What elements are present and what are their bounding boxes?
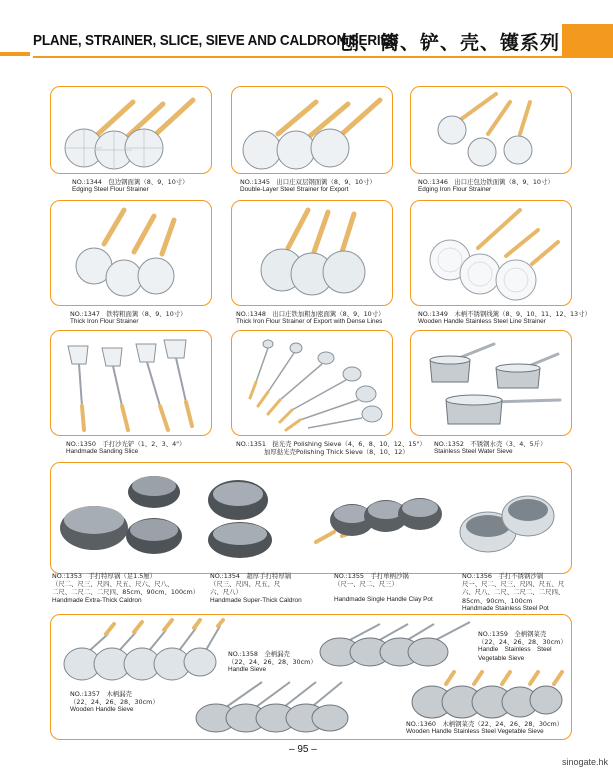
product-name: Edging Iron Flour Strainer <box>418 186 492 194</box>
water-sieve-image-1352 <box>424 338 564 434</box>
product-code: NO.:1359 全柄钢菜壳 <box>478 630 547 638</box>
super-thick-caldron-image-1354 <box>200 472 280 560</box>
caption-1349 <box>418 310 591 326</box>
product-sizes: 85cm、90cm、100cm <box>462 596 533 605</box>
product-sizes: （22、24、26、28、30cm） <box>478 638 567 647</box>
product-name: Wooden Handle Sieve <box>70 706 134 714</box>
product-name: Handle Stainless Steel <box>478 646 552 654</box>
caption-1346 <box>418 178 554 194</box>
caption-1352 <box>434 440 547 456</box>
caption-1356 <box>462 572 564 613</box>
product-code: NO.:1344 包边钢面篱（8、9、10寸） <box>72 178 189 186</box>
product-name: Wooden Handle Stainless Steel Vegetable Sieve <box>406 728 544 736</box>
header-accent-block <box>562 24 613 58</box>
caption-1353 <box>52 572 199 605</box>
product-sizes: （22、24、26、28、30cm） <box>228 658 317 667</box>
caption-1347 <box>70 310 187 326</box>
product-code: NO.:1347 铁特粗面篱（8、9、10寸） <box>70 310 187 318</box>
line-strainer-image-1349 <box>420 204 565 304</box>
caption-1350 <box>66 440 186 456</box>
product-sizes: （尺一、尺二、尺三） <box>334 580 398 589</box>
product-code: NO.:1360 木柄钢菜壳（22、24、26、28、30cm） <box>406 720 564 728</box>
product-name: Vegetable Sieve <box>478 654 525 662</box>
product-name: Thick Iron Flour Strainer <box>70 318 139 326</box>
header-accent-bar <box>0 52 30 56</box>
handle-sieve-image-1358 <box>192 676 352 736</box>
product-sizes: 六、尺八） <box>210 588 242 597</box>
caption-1348 <box>236 310 385 326</box>
extra-thick-caldron-image-1353 <box>58 468 188 564</box>
product-code: NO.:1355 手打单柄沙锅 <box>334 572 409 580</box>
edging-iron-strainer-image-1346 <box>430 90 550 174</box>
wooden-handle-vegetable-sieve-image-1360 <box>410 666 568 722</box>
page-title-chinese: 刨、篱、铲、壳、镬系列 <box>340 32 561 54</box>
single-handle-clay-pot-image-1355 <box>312 484 444 554</box>
product-name: Double-Layer Steel Strainer for Export <box>240 186 349 194</box>
caption-1357 <box>70 690 159 715</box>
product-code: NO.:1351 挞光壳 Polishing Sieve（4、6、8、10、12、15"） <box>236 440 426 448</box>
product-code: NO.:1354 超厚手打特厚锅 <box>210 572 292 580</box>
product-sizes: 二尺、二尺二、二尺四、85cm、90cm、100cm） <box>52 588 200 597</box>
product-name: Thick Iron Flour Strainer of Export with Dense Lines <box>236 318 383 326</box>
product-code: NO.:1348 出口庄铁加粗加密面篱（8、9、10寸） <box>236 310 385 318</box>
product-name: Handmade Extra-Thick Caldron <box>52 596 142 604</box>
product-code: NO.:1353 手打特厚锅（足1.5厘） <box>52 572 157 580</box>
product-code: NO.:1349 木柄不锈钢线篱（8、9、10、11、12、13寸） <box>418 310 591 318</box>
caption-1354 <box>210 572 302 605</box>
product-sizes: （尺三、尺四、尺五、尺 <box>210 580 281 589</box>
caption-1358 <box>228 650 317 675</box>
double-layer-strainer-image-1345 <box>238 94 386 174</box>
caption-1345 <box>240 178 376 194</box>
product-name: Handmade Super-Thick Caldron <box>210 596 302 604</box>
product-code: NO.:1358 全柄漏壳 <box>228 650 290 658</box>
product-name: Stainless Steel Water Sieve <box>434 448 513 456</box>
stainless-pot-image-1356 <box>458 488 562 562</box>
product-sizes: （22、24、26、28、30cm） <box>70 698 159 707</box>
product-name: Wooden Handle Stainless Steel Line Strainer <box>418 318 546 326</box>
product-name: Handmade Sanding Slice <box>66 448 139 456</box>
page-number: – 95 – <box>289 744 317 755</box>
dense-iron-strainer-image-1348 <box>250 204 380 304</box>
product-code: NO.:1346 出口庄包边铁面篱（8、9、10寸） <box>418 178 554 186</box>
product-code: NO.:1345 出口庄双层钢面篱（8、9、10寸） <box>240 178 376 186</box>
caption-1351 <box>236 440 426 456</box>
caption-1360 <box>406 720 563 736</box>
product-name: Edging Steel Flour Strainer <box>72 186 149 194</box>
product-code: NO.:1350 手打沙光铲（1、2、3、4"） <box>66 440 186 448</box>
page-header <box>0 0 613 64</box>
thick-iron-strainer-image-1347 <box>70 204 200 304</box>
page-title-english: PLANE, STRAINER, SLICE, SIEVE AND CALDRON SERIES <box>33 32 399 49</box>
header-divider <box>33 56 562 58</box>
flour-strainer-image-1344 <box>58 94 203 174</box>
product-code: NO.:1356 手打不锈钢沙锅 <box>462 572 544 580</box>
product-code: NO.:1357 木柄漏壳 <box>70 690 132 698</box>
product-sizes: （尺二、尺三、尺四、尺五、尺六、尺八、 <box>52 580 174 589</box>
polishing-sieve-image-1351 <box>244 334 384 434</box>
product-name: Handmade Stainless Steel Pot <box>462 604 549 612</box>
sanding-slice-image-1350 <box>62 336 202 436</box>
caption-1344 <box>72 178 189 194</box>
caption-1359 <box>478 630 567 663</box>
product-name: 加厚挞光壳Polishing Thick Sieve（8、10、12） <box>264 448 409 457</box>
product-name: Handle Sieve <box>228 666 267 674</box>
product-code: NO.:1352 不锈钢水壳（3、4、5斤） <box>434 440 547 448</box>
caption-1355 <box>334 572 433 605</box>
site-watermark: sinogate.hk <box>562 757 609 767</box>
product-sizes: 六、尺八、二尺、二尺二、二尺四、 <box>462 588 565 597</box>
product-sizes: 尺一、尺二、尺三、尺四、尺五、尺 <box>462 580 565 589</box>
product-name: Handmade Single Handle Clay Pot <box>334 596 433 604</box>
